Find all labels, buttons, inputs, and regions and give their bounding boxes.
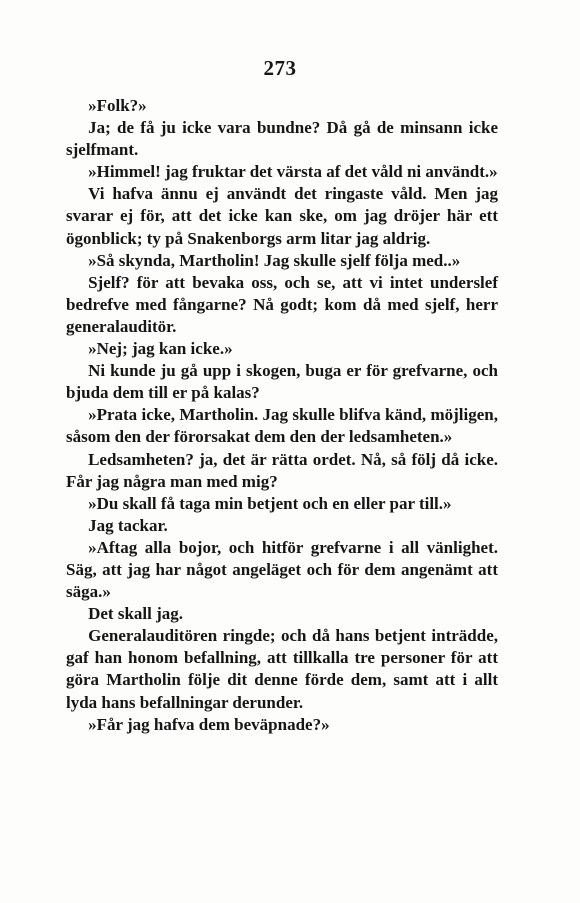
paragraph: Jag tackar. — [88, 515, 168, 535]
paragraph: »Folk?» — [88, 96, 147, 115]
page-number: 273 — [263, 56, 297, 80]
paragraph: Generalauditören ringde; och då hans betjent inträdde, gaf han honom befallning, att tillkalla tre personer för att göra Martholin följe dit denne förde dem, samt att i allt lyda hans befallningar derunder. — [66, 626, 498, 712]
paragraph: »Prata icke, Martholin. Jag skulle blifva känd, möjligen, såsom den der förorsakat dem den der ledsamheten.» — [66, 405, 498, 447]
paragraph: »Nej; jag kan icke.» — [88, 339, 233, 359]
paragraph: Vi hafva ännu ej användt det ringaste våld. Men jag svarar ej för, att det icke kan ske, om jag dröjer här ett ögonblick; ty på Snakenborgs arm litar jag aldrig. — [66, 184, 498, 248]
paragraph: »Aftag alla bojor, och hitför grefvarne i all vänlighet. Säg, att jag har något angeläget och för dem angenämt att säga.» — [66, 537, 498, 602]
paragraph: Sjelf? för att bevaka oss, och se, att vi intet underslef bedrefve med fångarne? Nå godt; kom då med sjelf, herr generalauditör. — [66, 272, 498, 336]
paragraph: Ledsamheten? ja, det är rätta ordet. Nå, så följ då icke. Får jag några man med mig? — [66, 449, 498, 491]
body-text — [66, 95, 498, 736]
paragraph: »Så skynda, Martholin! Jag skulle sjelf följa med..» — [88, 250, 461, 270]
paragraph: Ni kunde ju gå upp i skogen, buga er för grefvarne, och bjuda dem till er på kalas? — [66, 361, 498, 403]
paragraph: »Himmel! jag fruktar det värsta af det våld ni användt.» — [88, 162, 498, 182]
paragraph: Ja; de få ju icke vara bundne? Då gå de minsann icke sjelfmant. — [66, 118, 498, 160]
paragraph: Det skall jag. — [88, 604, 184, 624]
paragraph: »Du skall få taga min betjent och en eller par till.» — [88, 493, 452, 513]
paragraph: »Får jag hafva dem beväpnade?» — [88, 714, 330, 734]
